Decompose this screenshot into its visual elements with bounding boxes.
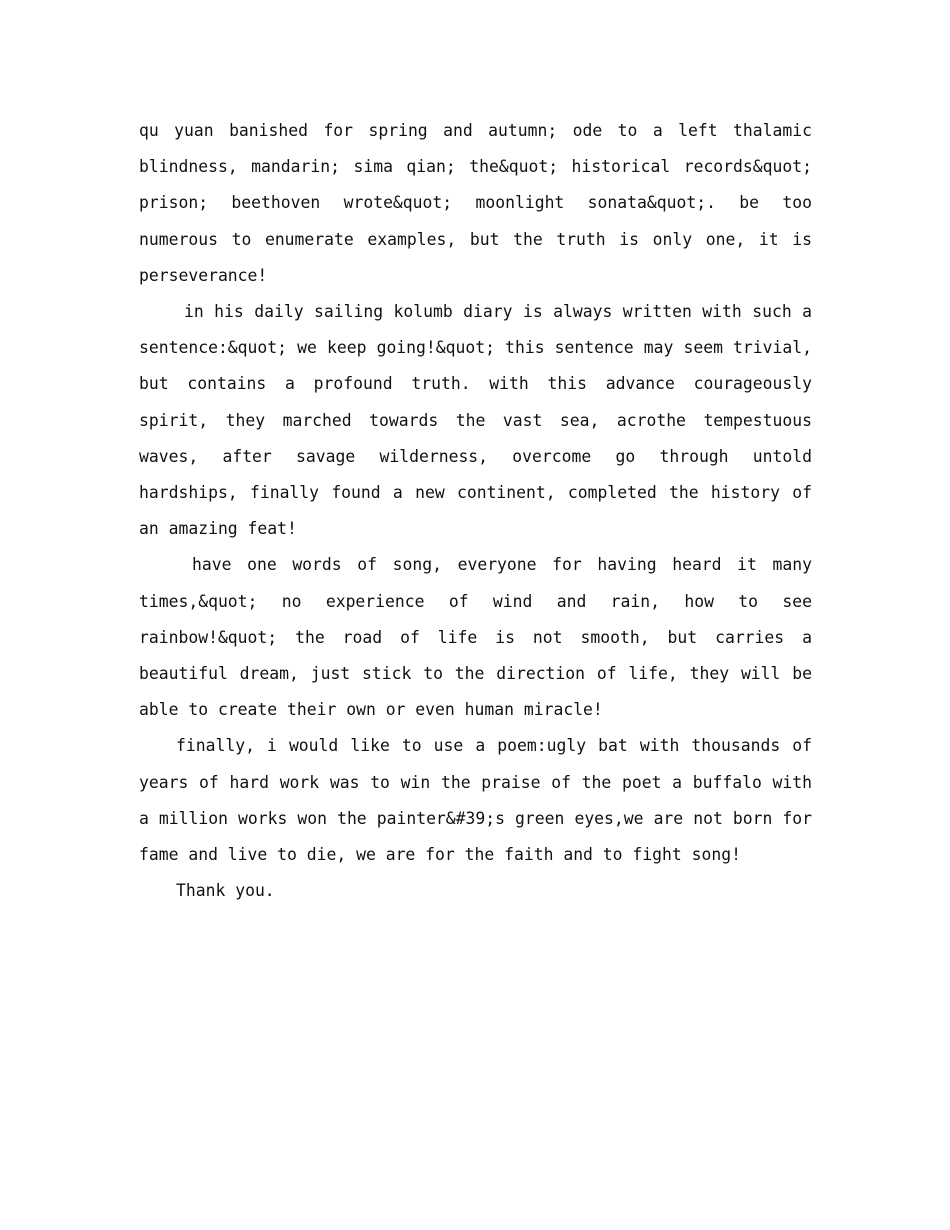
paragraph-song-rainbow: have one words of song, everyone for having heard it many times,&quot; no experience of wind and rain, how to see rainbow!&quot; the road of life is not smooth, but carries a beautiful dream, just stick to the direction of life, they will be able to create their own or even human miracle! — [139, 555, 812, 720]
paragraph-thank-you: Thank you. — [176, 881, 275, 901]
paragraph-poem: finally, i would like to use a poem:ugly bat with thousands of years of hard work was to win the praise of the poet a buffalo with a million works won the painter&#39;s green eyes,we are not born for fame and live to die, we are for the faith and to fight song! — [139, 736, 812, 865]
paragraph-perseverance: qu yuan banished for spring and autumn; ode to a left thalamic blindness, mandarin; sima qian; the&quot; historical records&quot; prison; beethoven wrote&quot; moonlight sonata&quot;. be too numerous to enumerate examples, but the truth is only one, it is perseverance! — [139, 121, 812, 285]
document-body — [139, 113, 812, 909]
paragraph-kolumb-diary: in his daily sailing kolumb diary is always written with such a sentence:&quot; we keep going!&quot; this sentence may seem trivial, but contains a profound truth. with this advance courageously spirit, they marched towards the vast sea, acrothe tempestuous waves, after savage wilderness, overcome go through untold hardships, finally found a new continent, completed the history of an amazing feat! — [139, 302, 812, 539]
